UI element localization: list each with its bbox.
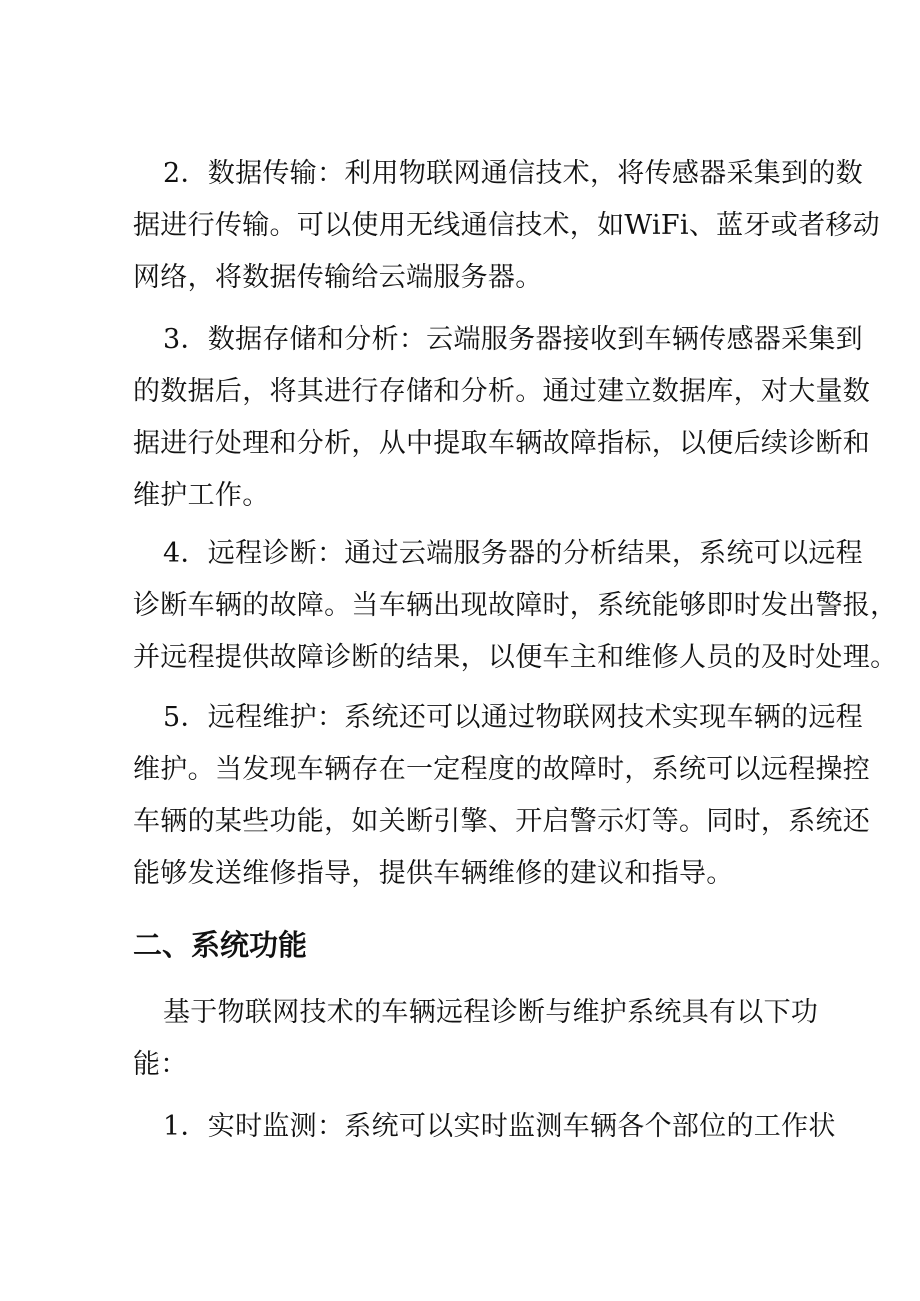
paragraph-line: 诊断车辆的故障。当车辆出现故障时，系统能够即时发出警报，	[133, 590, 898, 621]
paragraph-data-storage-analysis	[133, 314, 871, 522]
paragraph-line: 据进行处理和分析，从中提取车辆故障指标，以便后续诊断和	[133, 428, 871, 459]
paragraph-line: 2．数据传输：利用物联网通信技术，将传感器采集到的数	[163, 158, 863, 189]
paragraph-line: 3．数据存储和分析：云端服务器接收到车辆传感器采集到	[163, 324, 863, 355]
paragraph-line: 维护工作。	[133, 480, 270, 511]
paragraph-intro	[133, 987, 819, 1091]
paragraph-line: 能够发送维修指导，提供车辆维修的建议和指导。	[133, 858, 734, 889]
paragraph-data-transmission	[133, 148, 880, 304]
paragraph-realtime-monitoring	[133, 1101, 836, 1153]
paragraph-line: 1．实时监测：系统可以实时监测车辆各个部位的工作状	[163, 1111, 836, 1142]
paragraph-line: 基于物联网技术的车辆远程诊断与维护系统具有以下功	[163, 997, 819, 1028]
paragraph-line: 据进行传输。可以使用无线通信技术，如WiFi、蓝牙或者移动	[133, 210, 880, 241]
paragraph-line: 的数据后，将其进行存储和分析。通过建立数据库，对大量数	[133, 376, 871, 407]
paragraph-line: 5．远程维护：系统还可以通过物联网技术实现车辆的远程	[163, 702, 863, 733]
paragraph-remote-diagnosis	[133, 528, 898, 684]
paragraph-line: 维护。当发现车辆存在一定程度的故障时，系统可以远程操控	[133, 754, 871, 785]
paragraph-line: 网络，将数据传输给云端服务器。	[133, 262, 543, 293]
section-heading: 二、系统功能	[133, 928, 308, 962]
paragraph-line: 车辆的某些功能，如关断引擎、开启警示灯等。同时，系统还	[133, 806, 871, 837]
paragraph-line: 并远程提供故障诊断的结果，以便车主和维修人员的及时处理。	[133, 642, 898, 673]
paragraph-line: 4．远程诊断：通过云端服务器的分析结果，系统可以远程	[163, 538, 863, 569]
paragraph-remote-maintenance	[133, 692, 871, 900]
paragraph-line: 能：	[133, 1049, 188, 1080]
